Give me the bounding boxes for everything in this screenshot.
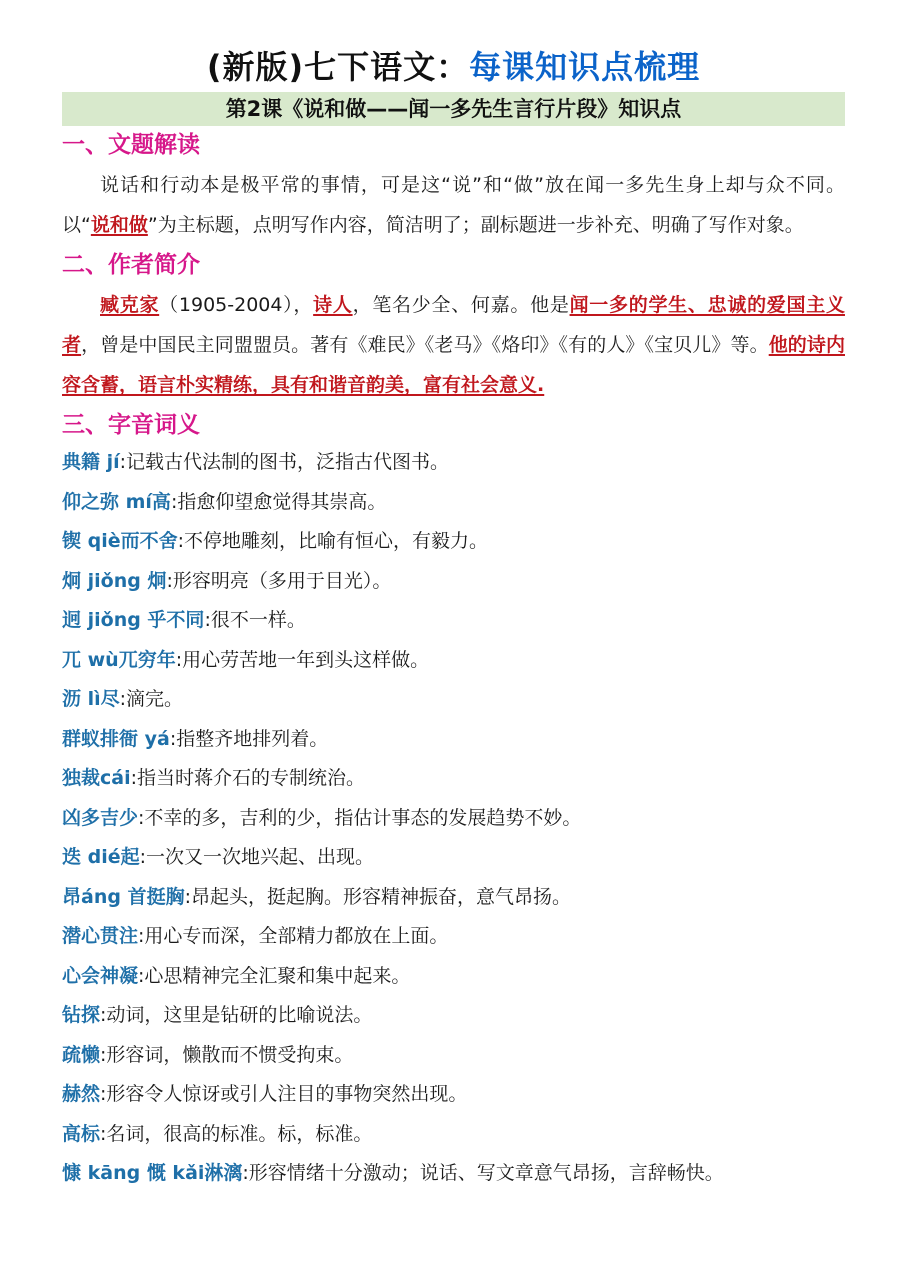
- vocab-term: 慷 kāng 慨 kǎi淋漓: [62, 1162, 243, 1184]
- author-evaluation: 他的诗内容含蓄，语言朴实精练，具有和谐音韵美，富有社会意义.: [62, 334, 845, 396]
- author-paragraph: [62, 285, 845, 405]
- vocab-term: 迥 jiǒng 乎不同: [62, 609, 205, 631]
- lesson-title-bar: 第2课《说和做——闻一多先生言行片段》知识点: [62, 92, 845, 126]
- author-role: 诗人: [313, 294, 353, 316]
- section-heading-author: 二、作者简介: [62, 252, 200, 278]
- vocab-item: [62, 680, 845, 720]
- vocab-item: [62, 957, 845, 997]
- vocab-item: [62, 720, 845, 760]
- vocab-term: 疏懒: [62, 1043, 101, 1066]
- vocab-definition: :用心劳苦地一年到头这样做。: [175, 648, 430, 671]
- vocab-item: [62, 1154, 845, 1194]
- vocab-definition: :心思精神完全汇聚和集中起来。: [138, 964, 411, 987]
- vocab-item: [62, 799, 845, 839]
- section-heading-vocabulary: 三、字音词义: [62, 412, 200, 438]
- vocab-term: 凶多吉少: [62, 806, 139, 829]
- vocab-item: [62, 641, 845, 681]
- vocab-term: 昂áng 首挺胸: [62, 885, 185, 908]
- vocab-definition: :滴完。: [119, 688, 184, 710]
- vocab-item: [62, 1115, 845, 1155]
- author-name: 臧克家: [100, 294, 160, 316]
- vocab-item: [62, 996, 845, 1036]
- vocab-term: 锲 qiè而不舍: [62, 530, 178, 552]
- vocab-definition: :不停地雕刻，比喻有恒心，有毅力。: [177, 530, 489, 552]
- vocab-item: [62, 483, 845, 523]
- title-analysis-paragraph: [62, 165, 845, 245]
- vocab-definition: :形容词，懒散而不惯受拘束。: [100, 1043, 354, 1066]
- vocab-item: [62, 838, 845, 878]
- vocab-term: 沥 lì尽: [62, 688, 120, 710]
- vocab-definition: :形容明亮（多用于目光）。: [166, 569, 392, 592]
- vocab-item: [62, 522, 845, 562]
- vocab-definition: :记载古代法制的图书，泛指古代图书。: [119, 451, 450, 473]
- vocab-term: 兀 wù兀穷年: [62, 648, 176, 671]
- vocab-term: 高标: [62, 1122, 101, 1145]
- vocab-term: 典籍 jí: [62, 451, 120, 473]
- author-years: （1905-2004），: [159, 294, 314, 316]
- title-analysis-highlight: 说和做: [90, 214, 148, 236]
- author-relation: 闻一多的学生、忠诚的爱国主义者: [62, 294, 845, 356]
- section-heading-title-analysis: 一、文题解读: [62, 132, 200, 158]
- vocab-definition: :一次又一次地兴起、出现。: [139, 846, 375, 868]
- vocab-item: [62, 562, 845, 602]
- vocab-definition: :用心专而深，全部精力都放在上面。: [138, 925, 449, 947]
- vocab-term: 迭 dié起: [62, 846, 140, 868]
- page-title: [62, 42, 845, 92]
- page-title-part2: 每课知识点梳理: [469, 48, 701, 86]
- vocab-definition: :动词，这里是钻研的比喻说法。: [100, 1004, 373, 1026]
- vocab-item: [62, 1075, 845, 1115]
- vocab-definition: :形容情绪十分激动；说话、写文章意气昂扬，言辞畅快。: [242, 1162, 724, 1184]
- vocab-item: [62, 1036, 845, 1076]
- vocab-definition: :指愈仰望愈觉得其崇高。: [170, 490, 387, 513]
- vocab-item: [62, 601, 845, 641]
- vocab-definition: :指整齐地排列着。: [169, 727, 329, 750]
- author-text-b: ，曾是中国民主同盟盟员。著有《难民》《老马》《烙印》《有的人》《宝贝儿》等。: [81, 334, 769, 356]
- vocab-definition: :不幸的多，吉利的少，指估计事态的发展趋势不妙。: [138, 806, 582, 829]
- vocab-definition: :名词，很高的标准。标，标准。: [100, 1122, 373, 1145]
- vocab-item: [62, 917, 845, 957]
- vocab-term: 炯 jiǒng 炯: [62, 569, 167, 592]
- vocabulary-list: [62, 443, 845, 1194]
- vocab-item: [62, 443, 845, 483]
- vocab-item: [62, 878, 845, 918]
- vocab-item: [62, 759, 845, 799]
- vocab-term: 钻探: [62, 1004, 101, 1026]
- vocab-definition: :指当时蒋介石的专制统治。: [130, 767, 366, 789]
- title-analysis-text-b: ”为主标题，点明写作内容，简洁明了；副标题进一步补充、明确了写作对象。: [147, 214, 804, 236]
- vocab-term: 仰之弥 mí高: [62, 490, 171, 513]
- page-title-part1: (新版)七下语文：: [206, 48, 470, 86]
- vocab-term: 心会神凝: [62, 964, 139, 987]
- author-text-a: ，笔名少全、何嘉。他是: [352, 294, 570, 316]
- vocab-definition: :昂起头，挺起胸。形容精神振奋，意气昂扬。: [184, 885, 571, 908]
- vocab-term: 独裁cái: [62, 767, 131, 789]
- vocab-term: 群蚁排衙 yá: [62, 727, 170, 750]
- title-analysis-text-a: 说话和行动本是极平常的事情，可是这“说”和“做”放在闻一多先生身上却与众不同。以“: [62, 174, 845, 236]
- vocab-term: 潜心贯注: [62, 925, 139, 947]
- vocab-term: 赫然: [62, 1083, 101, 1105]
- vocab-definition: :形容令人惊讶或引人注目的事物突然出现。: [100, 1083, 468, 1105]
- vocab-definition: :很不一样。: [204, 609, 306, 631]
